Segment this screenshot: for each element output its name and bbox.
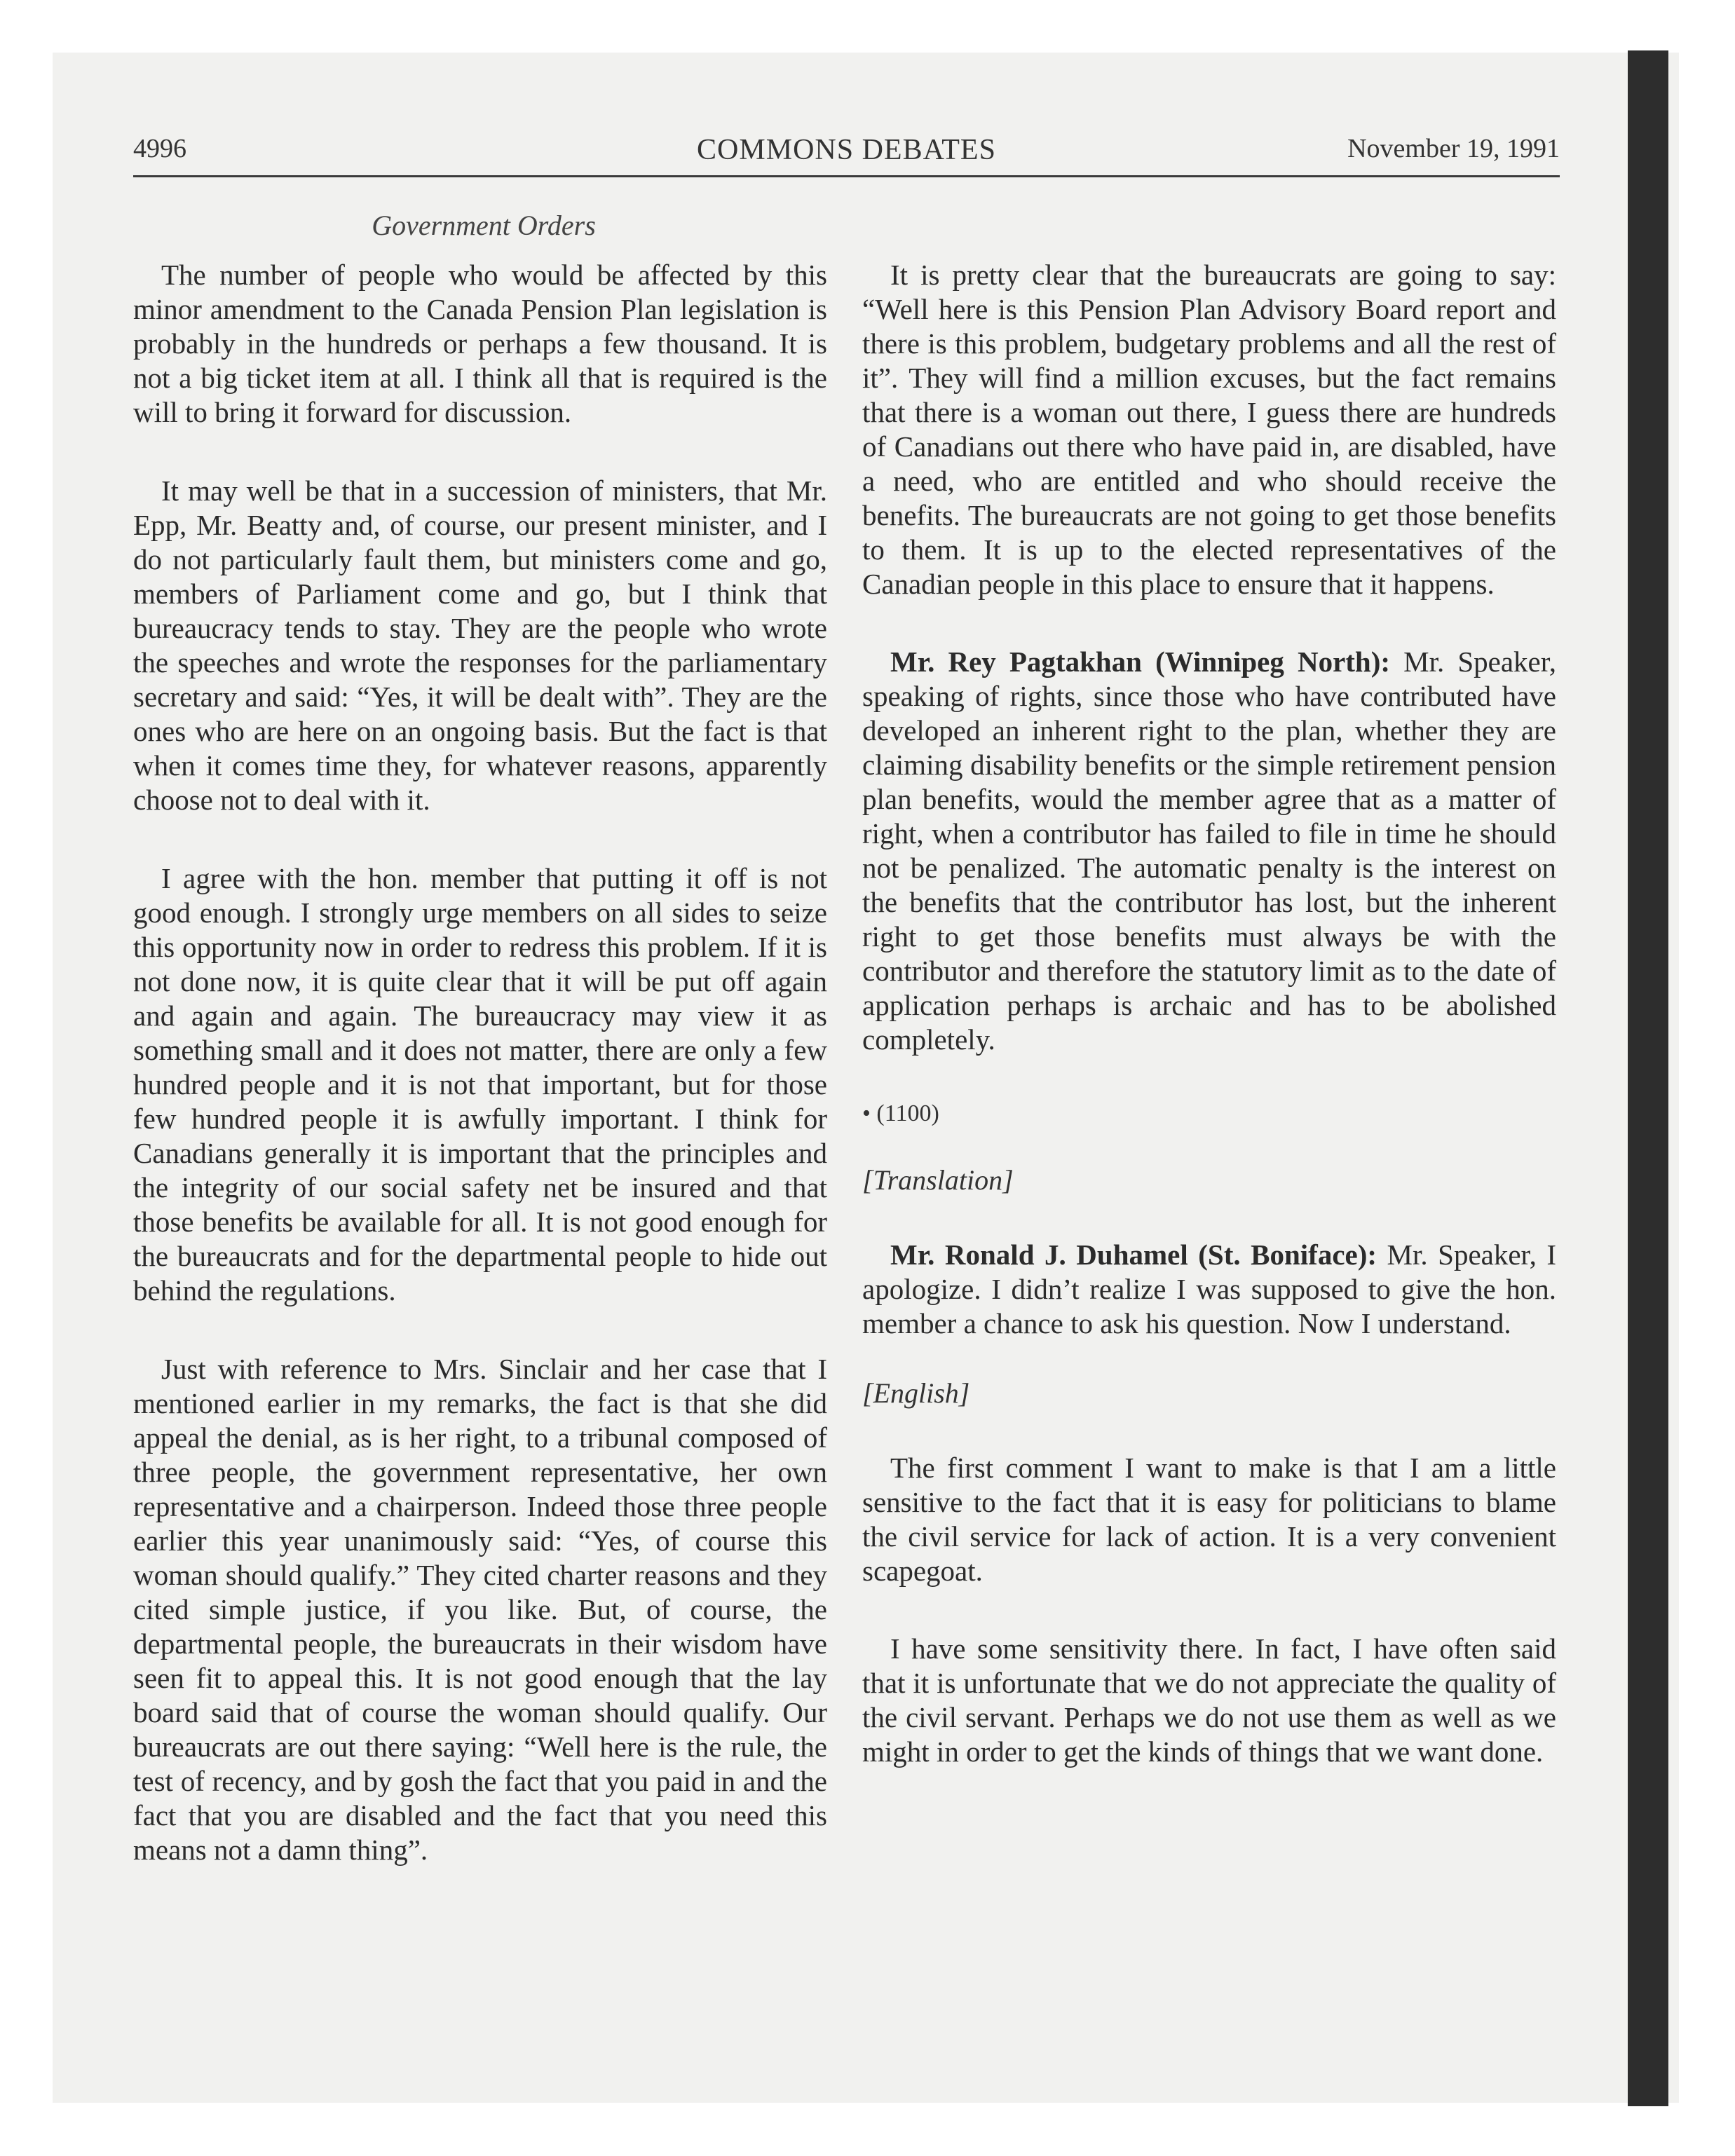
paragraph: It is pretty clear that the bureaucrats are going to say: “Well here is this Pension Plan Advisory Board report and there is this problem, budgetary problems and all the rest of it”. They will find a million excuses, but the fact remains that there is a woman out there, I guess there are hundreds of Canadians out there who have paid in, are disabled, have a need, who are entitled and who should receive the benefits. The bureaucrats are not going to get those benefits to them. It is up to the elected representatives of the Canadian people in this place to ensure that it happens. [862, 259, 1556, 600]
paragraph: I agree with the hon. member that putting it off is not good enough. I strongly urge members on all sides to seize this opportunity now in order to redress this problem. If it is not done now, it is quite clear that it will be put off again and again and again. The bureaucracy may view it as something small and it does not matter, there are only a few hundred people and it is not that important, but for those few hundred people it is awfully important. I think for Canadians generally it is important that the principles and the integrity of our social safety net be insured and that those benefits be available for all. It is not good enough for the bureaucrats and for the departmental people to hide out behind the regulations. [133, 862, 827, 1306]
language-label: [English] [862, 1377, 970, 1409]
section-heading: Government Orders [372, 210, 596, 241]
paragraph: It may well be that in a succession of ministers, that Mr. Epp, Mr. Beatty and, of course, our present minister, and I do not particularly fault them, but ministers come and go, members of Parliament come and go, but I think that bureaucracy tends to stay. They are the people who wrote the speeches and wrote the responses for the parliamentary secretary and said: “Yes, it will be dealt with”. They are the ones who are here on an ongoing basis. But the fact is that when it comes time they, for whatever reasons, apparently choose not to deal with it. [133, 475, 827, 816]
publication-date: November 19, 1991 [1347, 134, 1560, 163]
page-header [133, 133, 1560, 177]
speech-text: Mr. Speaker, speaking of rights, since those who have contributed have developed an inherent right to the plan, whether they are claiming disability benefits or the simple retirement pension plan benefits, would the member agree that as a matter of right, when a contributor has failed to file in time he should not be penalized. The automatic penalty is the interest on the benefits that the contributor has lost, but the inherent right to get those benefits must always be with the contributor and therefore the statutory limit as to the date of application perhaps is archaic and has to be abolished completely. [862, 646, 1556, 1056]
speech-paragraph [862, 1238, 1556, 1341]
paragraph: I have some sensitivity there. In fact, I have often said that it is unfortunate that we do not appreciate the quality of the civil servant. Perhaps we do not use them as well as we might in order to get the kinds of things that we want done. [862, 1632, 1556, 1768]
publication-title: COMMONS DEBATES [697, 134, 996, 166]
time-marker: • (1100) [862, 1100, 939, 1126]
speaker-name: Mr. Rey Pagtakhan (Winnipeg North): [890, 646, 1391, 678]
right-column [862, 258, 1556, 1769]
page-number: 4996 [133, 134, 186, 163]
paragraph: The first comment I want to make is that I am a little sensitive to the fact that it is easy for politicians to blame the civil service for lack of action. It is a very convenient scapegoat. [862, 1452, 1556, 1587]
paragraph: The number of people who would be affected by this minor amendment to the Canada Pension Plan legislation is probably in the hundreds or perhaps a few thousand. It is not a big ticket item at all. I think all that is required is the will to bring it forward for discussion. [133, 259, 827, 428]
paragraph: Just with reference to Mrs. Sinclair and her case that I mentioned earlier in my remarks, the fact is that she did appeal the denial, as is her right, to a tribunal composed of three people, the government representative, her own representative and a chairperson. Indeed those three people earlier this year unanimously said: “Yes, of course this woman should qualify.” They cited charter reasons and they cited simple justice, if you like. But, of course, the departmental people, the bureaucrats in their wisdom have seen fit to appeal this. It is not good enough that the lay board said that of course the woman should qualify. Our bureaucrats are out there saying: “Well here is the rule, the test of recency, and by gosh the fact that you paid in and the fact that you are disabled and the fact that you need this means not a damn thing”. [133, 1353, 827, 1866]
left-column [133, 258, 827, 1867]
speaker-name: Mr. Ronald J. Duhamel (St. Boniface): [890, 1239, 1377, 1271]
translation-label: [Translation] [862, 1164, 1014, 1196]
scan-border-edge [1628, 50, 1668, 2106]
speech-paragraph [862, 645, 1556, 1057]
speech-text: Mr. Speaker, I apologize. I didn’t realize I was supposed to give the hon. member a chance to ask his question. Now I understand. [862, 1239, 1556, 1339]
